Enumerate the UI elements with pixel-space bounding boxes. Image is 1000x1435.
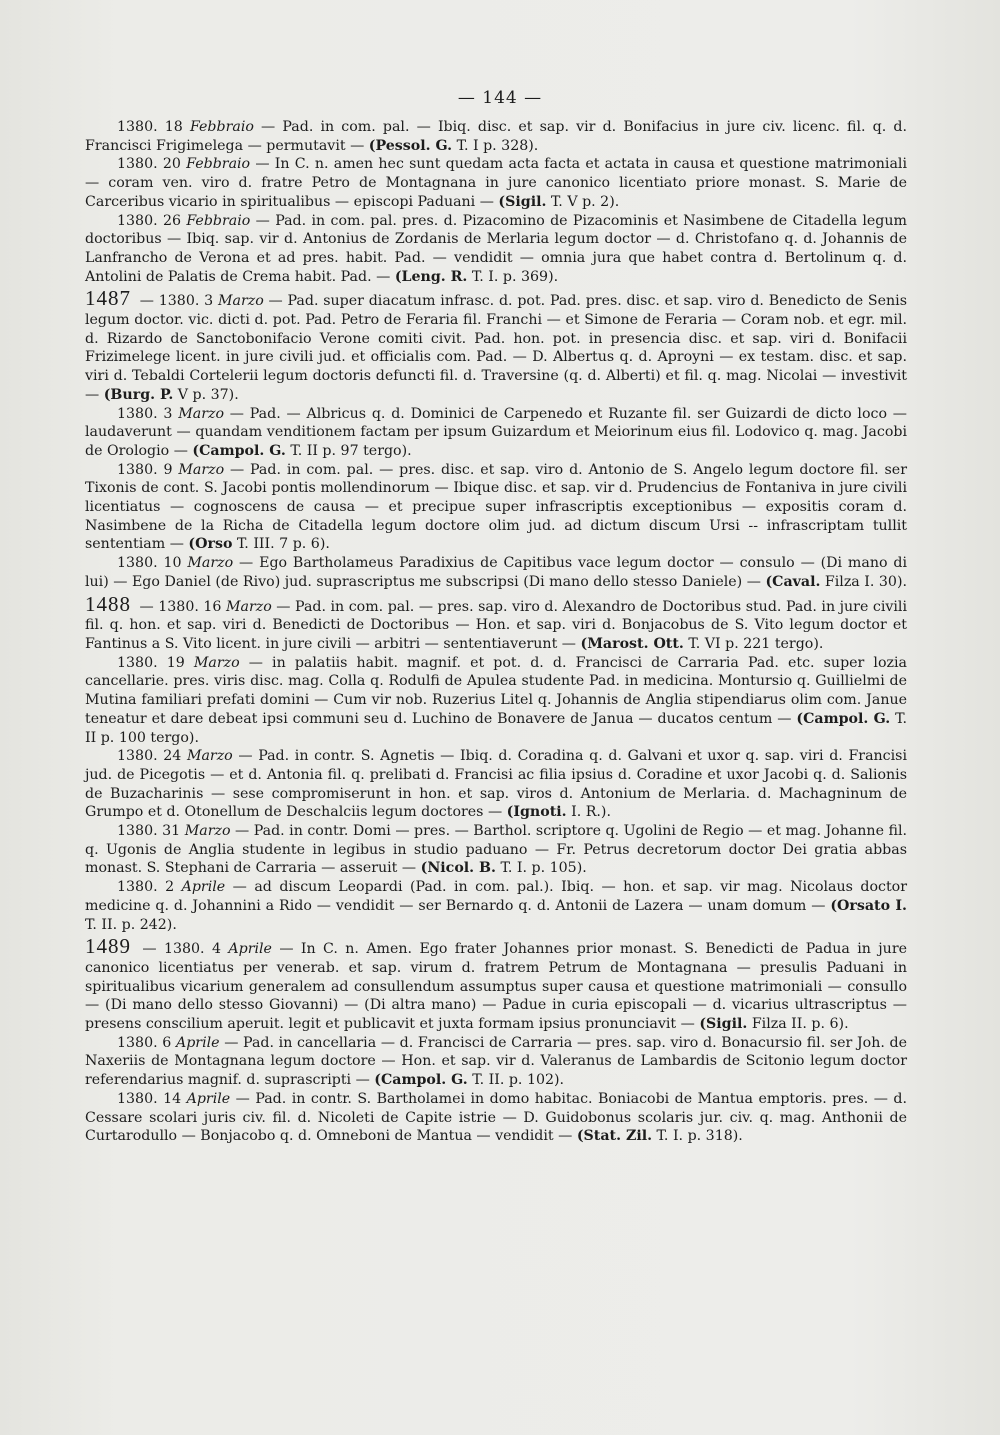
document-entry bbox=[85, 554, 907, 591]
entry-source: (Orsato I. bbox=[830, 897, 907, 914]
entry-year-day: 1380. 2 bbox=[117, 879, 182, 896]
entry-source-ref: T. I. p. 105). bbox=[495, 860, 587, 877]
document-entry-numbered bbox=[85, 934, 907, 1034]
entry-month: Marzo bbox=[225, 598, 272, 615]
document-entry bbox=[85, 747, 907, 822]
entry-year-day: 1380. 14 bbox=[117, 1090, 187, 1107]
entry-year-day: 1380. 10 bbox=[117, 555, 188, 572]
entry-text: — Pad. in contr. Domi — pres. — Barthol. scriptore q. Ugolini de Regio — et mag. Johanne fil. q. Ugonis de Anglia studente in legibus in studio paduano — Fr. Petrus decretorum doctor Dei gratia abbas monast. S. Stephani de Carraria — asseruit — bbox=[85, 823, 907, 877]
entry-month: Marzo bbox=[186, 748, 233, 765]
entry-month: Marzo bbox=[184, 823, 231, 840]
entry-source-ref: T. V p. 2). bbox=[546, 193, 620, 210]
entry-text: — Pad. in contr. S. Agnetis — Ibiq. d. Coradina q. d. Galvani et uxor q. sap. viri d. Francisi jud. de Picegotis — et d. Antonia fil. q. prelibati d. Francisi ac filia ipsius d. Coradine et uxor Jacobi q. d. Salionis de Buzacharinis — sese compromiserunt in hon. et sap. viros d. Antonium de Merlaria. d. Machagninum de Grumpo et d. Otonellum de Deschalciis legum doctores — bbox=[85, 748, 907, 821]
entry-source-ref: T. I p. 328). bbox=[452, 137, 539, 154]
entry-source-ref: T. II. p. 102). bbox=[467, 1072, 565, 1089]
entry-month: Aprile bbox=[186, 1090, 231, 1107]
entry-text: — Pad. in com. pal. — pres. disc. et sap. viro d. Antonio de S. Angelo legum doctore fil. ser Tixonis de cont. S. Jacobi pontis mollendinorum — Ibique disc. et sap. vir d. Prudencius de Fontaniva in jure civili licentiatus — cognoscens de causa — et precipue super infrascriptis exceptionibus — expositis coram d. Nasimbene de la Richa de Citadella legum doctore olim jud. ad dictum discum Ursi -- infrascriptam tullit sententiam — bbox=[85, 461, 907, 553]
entry-year-day: 1380. 9 bbox=[117, 461, 179, 478]
entry-year-day: 1380. 19 bbox=[117, 654, 194, 671]
page-number: — 144 — bbox=[457, 88, 543, 108]
entry-source: (Caval. bbox=[765, 573, 821, 590]
entry-source-ref: T. II. p. 242). bbox=[85, 916, 177, 933]
entry-source: (Nicol. B. bbox=[420, 860, 496, 877]
entry-text: — Pad. in contr. S. Bartholamei in domo habitac. Boniacobi de Mantua emptoris. pres. — d. Cessare scolari juris civ. fil. d. Nicoleti de Capite istrie — D. Guidobonus scolaris jur. civ. q. mag. Anthonii de Curtarodullo — Bonjacobo q. d. Omneboni de Mantua — vendidit — bbox=[85, 1090, 907, 1145]
entry-source-ref: V p. 37). bbox=[173, 386, 239, 403]
document-entry bbox=[85, 654, 907, 748]
entry-source: (Campol. G. bbox=[374, 1072, 468, 1089]
entry-source-ref: T. II p. 97 tergo). bbox=[285, 442, 412, 459]
document-entry bbox=[85, 822, 907, 878]
document-number: 1489 bbox=[85, 934, 131, 959]
document-number: 1487 bbox=[85, 286, 131, 311]
entry-source-ref: I. R.). bbox=[566, 804, 611, 821]
entry-year-day: 1380. 26 bbox=[117, 212, 187, 229]
entry-text: — In C. n. Amen. Ego frater Johannes prior monast. S. Benedicti de Padua in jure canonico licentiatus per venerab. et sap. virum d. fratrem Petrum de Montagnana — presulis Paduani in spiritualibus vicarium generalem ad consullendum assumptus super causa et questione matrimoniali — consullo — (Di mano dello stesso Giovanni) — (Di altra mano) — Padue in curia episcopali — d. vicarius ultrascriptus — presens conscilium aperuit. legit et publicavit et juxta formam ipsius pronunciavit — bbox=[85, 941, 907, 1033]
entry-text: — Pad. in com. pal. — Ibiq. disc. et sap. vir d. Bonifacius in jure civ. licenc. fil. q. d. Francisci Frigimelega — permutavit — bbox=[85, 119, 907, 154]
entry-month: Marzo bbox=[187, 555, 234, 572]
entry-source: (Marost. Ott. bbox=[580, 635, 684, 652]
entry-year-day: 1380. 20 bbox=[117, 156, 187, 173]
document-body bbox=[85, 118, 907, 1146]
entry-year-day: 1380. 18 bbox=[117, 119, 190, 135]
entry-year-day: — 1380. 16 bbox=[135, 598, 226, 615]
entry-year-day: 1380. 6 bbox=[117, 1034, 176, 1051]
entry-text: — Pad. in com. pal. — pres. sap. viro d. Alexandro de Doctoribus stud. Pad. in jure civili fil. q. hon. et sap. viri d. Benedicti de Doctoribus — Hon. et sap. viri d. Bonjacobus de S. Vito legum doctor et Fantinus a S. Vito licent. in jure civili — arbitri — sententiaverunt — bbox=[85, 598, 907, 652]
entry-month: Febbraio bbox=[189, 119, 254, 135]
document-entry bbox=[85, 118, 907, 155]
entry-year-day: 1380. 3 bbox=[117, 405, 179, 422]
entry-source-ref: Filza I. 30). bbox=[820, 573, 907, 590]
entry-source: (Orso bbox=[188, 536, 233, 553]
entry-text: — ad discum Leopardi (Pad. in com. pal.). Ibiq. — hon. et sap. vir mag. Nicolaus doctor medicine q. d. Johannini a Rido — vendidit — ser Bernardo q. d. Antonii de Lazera — unam domum — bbox=[85, 879, 907, 914]
document-entry bbox=[85, 1090, 907, 1146]
entry-source-ref: T. VI p. 221 tergo). bbox=[683, 635, 824, 652]
entry-text: — Ego Bartholameus Paradixius de Capitibus vace legum doctor — consulo — (Di mano di lui) — Ego Daniel (de Rivo) jud. suprascriptus me subscripsi (Di mano dello stesso Daniele) — bbox=[85, 555, 907, 590]
entry-month: Marzo bbox=[178, 461, 225, 478]
entry-source-ref: Filza II. p. 6). bbox=[747, 1016, 849, 1033]
entry-source: (Ignoti. bbox=[506, 804, 567, 821]
entry-year-day: 1380. 31 bbox=[117, 823, 185, 840]
entry-source-ref: T. III. 7 p. 6). bbox=[232, 536, 330, 553]
entry-month: Marzo bbox=[193, 654, 240, 671]
entry-month: Aprile bbox=[228, 941, 272, 958]
document-entry bbox=[85, 461, 907, 555]
document-entry bbox=[85, 212, 907, 287]
entry-year-day: — 1380. 4 bbox=[135, 941, 229, 958]
document-entry bbox=[85, 1034, 907, 1090]
entry-month: Marzo bbox=[217, 293, 264, 310]
entry-month: Marzo bbox=[178, 405, 225, 422]
entry-source: (Stat. Zil. bbox=[576, 1128, 653, 1145]
entry-month: Febbraio bbox=[186, 212, 251, 229]
entry-source: (Burg. P. bbox=[103, 386, 174, 403]
document-entry-numbered bbox=[85, 591, 907, 654]
entry-month: Aprile bbox=[181, 879, 226, 896]
entry-source: (Leng. R. bbox=[394, 268, 468, 285]
entry-source-ref: T. II p. 100 tergo). bbox=[85, 710, 908, 746]
entry-text: — Pad. — Albricus q. d. Dominici de Carpenedo et Ruzante fil. ser Guizardi de dicto loco — laudaverunt — quandam venditionem factam per ipsum Guizardum et Meiorinum eius fil. Lodovico q. mag. Jacobi de Orologio — bbox=[85, 405, 907, 459]
entry-source: (Pessol. G. bbox=[368, 137, 453, 154]
entry-year-day: 1380. 24 bbox=[117, 748, 187, 765]
document-number: 1488 bbox=[85, 591, 131, 616]
entry-month: Febbraio bbox=[186, 156, 251, 173]
document-entry bbox=[85, 878, 907, 934]
entry-month: Aprile bbox=[175, 1034, 220, 1051]
entry-text: — Pad. super diacatum infrasc. d. pot. Pad. pres. disc. et sap. viro d. Benedicto de Senis legum doctor. vic. dicti d. pot. Pad. Petro de Feraria fil. Franchi — et Simone de Feraria — Coram nob. et egr. mil. d. Rizardo de Sanctobonifacio Verone comiti civit. Pad. hon. pot. in presencia disc. et sap. viri d. Bonifacii Frizimelege licent. in jure civili jud. et officialis com. Pad. — D. Albertus q. d. Aproyni — ex testam. disc. et sap. viri d. Tebaldi Cortelerii legum doctoris defuncti fil. d. Traversine (q. d. Alberti) et fil. q. mag. Nicolai — investivit — bbox=[85, 293, 907, 403]
entry-source: (Campol. G. bbox=[796, 710, 891, 727]
entry-text: — Pad. in cancellaria — d. Francisci de Carraria — pres. sap. viro d. Bonacursio fil. ser Joh. de Naxeriis de Montagnana legum doctore — Hon. et sap. vir d. Valeranus de Lambardis de Scitonio legum doctor referendarius magnif. d. suprascripti — bbox=[85, 1034, 907, 1089]
document-entry bbox=[85, 405, 907, 461]
entry-source: (Sigil. bbox=[498, 193, 547, 210]
entry-year-day: — 1380. 3 bbox=[135, 293, 218, 310]
entry-source: (Campol. G. bbox=[192, 442, 286, 459]
document-entry bbox=[85, 155, 907, 211]
entry-text: — Pad. in com. pal. pres. d. Pizacomino de Pizacominis et Nasimbene de Citadella legum doctoribus — Ibiq. sap. vir d. Antonius de Zordanis de Merlaria legum doctor — d. Christofano q. d. Johannis de Lanfrancho de Verona et ad pres. habit. Pad. — vendidit — omnia jura que habet contra d. Bertolinum q. d. Antolini de Palatis de Crema habit. Pad. — bbox=[85, 212, 907, 285]
entry-text: — In C. n. amen hec sunt quedam acta facta et actata in causa et questione matrimoniali — coram ven. viro d. fratre Petro de Montagnana in jure canonico licentiato priore monast. S. Marie de Carceribus vicario in spiritualibus — episcopi Paduani — bbox=[85, 156, 907, 210]
entry-text: — in palatiis habit. magnif. et pot. d. d. Francisci de Carraria Pad. etc. super lozia cancellarie. pres. viris disc. mag. Colla q. Rodulfi de Apulea studente Pad. in medicina. Montursio q. Guillielmi de Mutina familiari prefati domini — Cum vir nob. Ruzerius Litel q. Johannis de Anglia stipendiarus olim com. Janue teneatur et dare debeat ipsi communi seu d. Luchino de Bonavere de Janua — ducatos centum — bbox=[85, 654, 907, 727]
entry-source-ref: T. I. p. 318). bbox=[652, 1128, 743, 1145]
entry-source-ref: T. I. p. 369). bbox=[467, 268, 559, 285]
entry-source: (Sigil. bbox=[699, 1016, 748, 1033]
document-entry-numbered bbox=[85, 286, 907, 404]
